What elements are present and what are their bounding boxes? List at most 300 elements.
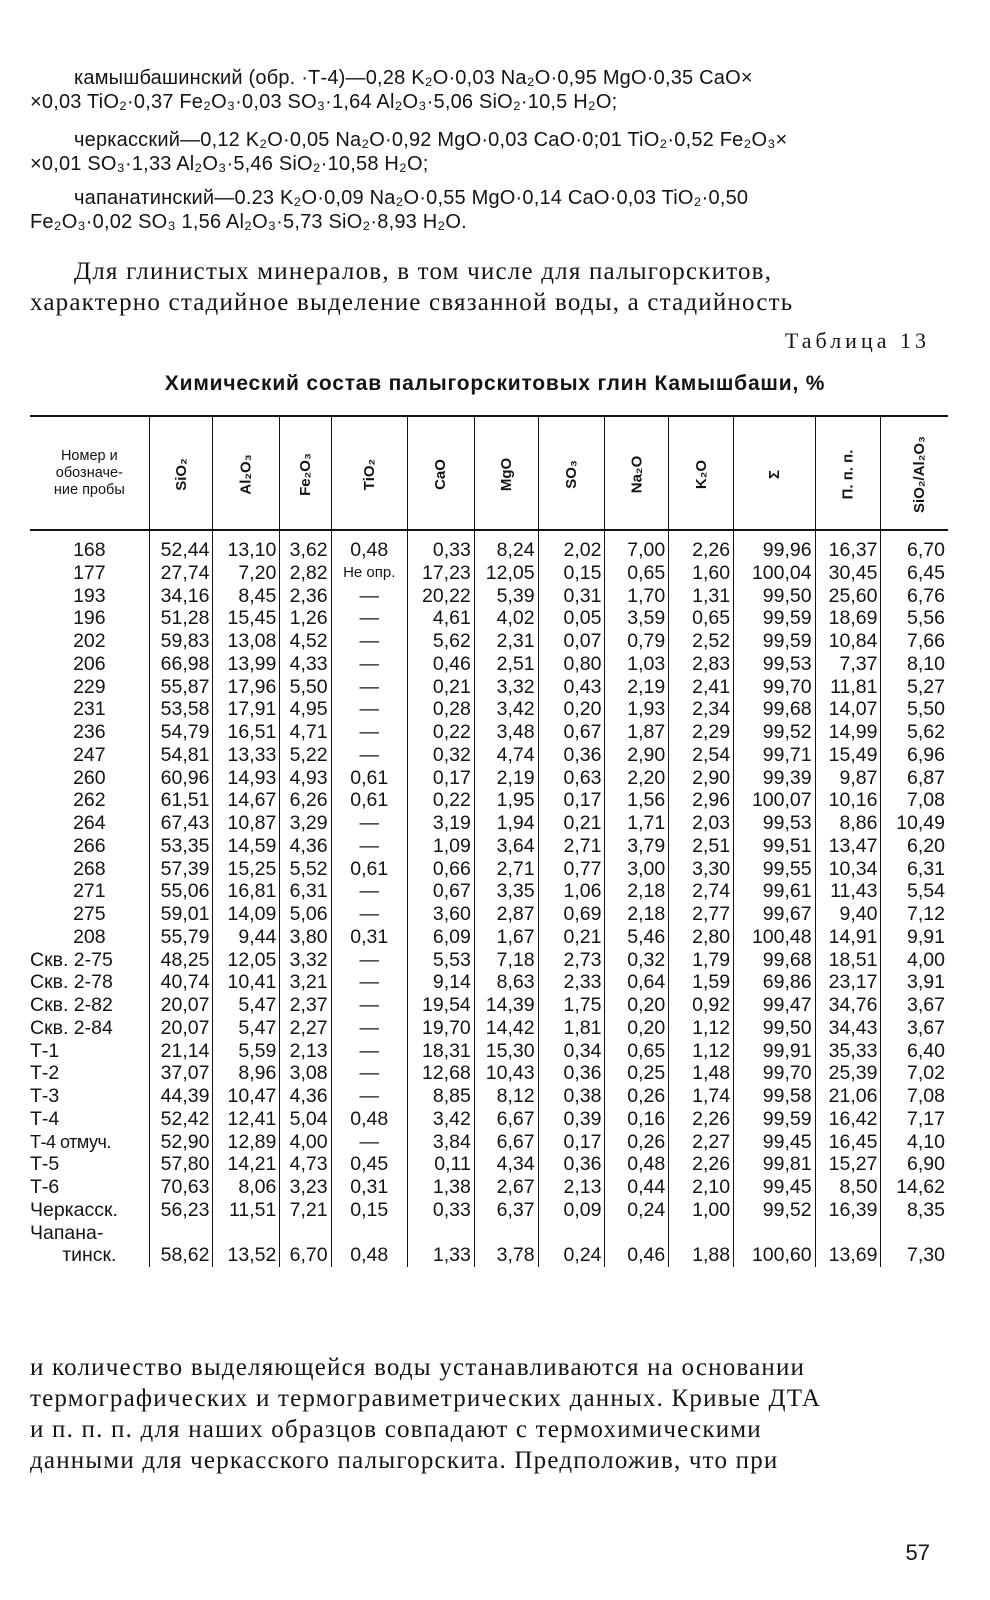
value-cell: 2,54 <box>669 744 734 767</box>
value-cell: 1,71 <box>605 812 669 835</box>
value-cell: 16,51 <box>213 721 280 744</box>
value-cell: 1,03 <box>605 653 669 676</box>
value-cell: 17,91 <box>213 698 280 721</box>
value-cell: 16,39 <box>815 1199 881 1222</box>
value-cell: 6,76 <box>881 585 948 608</box>
value-cell: 5,50 <box>280 676 331 699</box>
value-cell: 2,26 <box>669 1153 734 1176</box>
empty-cell <box>213 1222 280 1245</box>
table-row <box>30 585 948 608</box>
value-cell: 6,37 <box>474 1199 538 1222</box>
value-cell: 2,20 <box>605 767 669 790</box>
table-label: Таблица 13 <box>784 328 930 353</box>
value-cell: 0,17 <box>538 1131 605 1154</box>
value-cell: 4,10 <box>881 1131 948 1154</box>
table-row <box>30 1017 948 1040</box>
sample-id-cell: Т-6 <box>30 1176 60 1198</box>
value-cell: 57,39 <box>149 858 213 881</box>
value-cell: 5,62 <box>881 721 948 744</box>
value-cell: 5,54 <box>881 880 948 903</box>
value-cell: 0,11 <box>407 1153 474 1176</box>
value-cell: 5,62 <box>407 630 474 653</box>
sample-id-cell: Т-5 <box>30 1153 60 1176</box>
value-cell: 16,81 <box>213 880 280 903</box>
value-cell: 99,39 <box>734 767 816 790</box>
header-label: K₂O <box>692 459 710 489</box>
empty-cell <box>331 1222 407 1245</box>
value-cell: 2,27 <box>280 1017 331 1040</box>
value-cell: 2,74 <box>669 880 734 903</box>
value-cell: 12,89 <box>213 1131 280 1154</box>
value-cell: 1,94 <box>474 812 538 835</box>
value-cell: 3,35 <box>474 880 538 903</box>
value-cell: 2,41 <box>669 676 734 699</box>
value-cell: 99,70 <box>734 676 816 699</box>
header-text-line: обозначе- <box>55 464 123 481</box>
value-cell: 13,08 <box>213 630 280 653</box>
sample-id-cell: Т-2 <box>30 1062 60 1085</box>
value-cell: 4,95 <box>280 698 331 721</box>
formula-line: Fe₂O₃·0,02 SO₃ 1,56 Al₂O₃·5,73 SiO₂·8,93 H₂O. <box>30 211 467 233</box>
value-cell: 17,23 <box>407 562 474 585</box>
value-cell: 14,91 <box>815 926 881 949</box>
value-cell: 4,36 <box>280 1085 331 1108</box>
value-cell: 7,17 <box>881 1108 948 1131</box>
value-cell: 14,09 <box>213 903 280 926</box>
value-cell: 18,69 <box>815 607 881 630</box>
header-label: CaO <box>432 458 450 490</box>
sample-id-cell: Скв. 2-78 <box>30 971 113 994</box>
value-cell: 0,36 <box>538 1062 605 1085</box>
header-sio2 <box>149 416 213 530</box>
value-cell: 2,77 <box>669 903 734 926</box>
value-cell: — <box>331 1085 407 1108</box>
value-cell: 3,32 <box>474 676 538 699</box>
value-cell: 0,17 <box>407 767 474 790</box>
empty-cell <box>605 1222 669 1245</box>
value-cell: 1,74 <box>669 1085 734 1108</box>
value-cell: 0,61 <box>331 789 407 812</box>
value-cell: 16,37 <box>815 530 881 562</box>
value-cell: — <box>331 630 407 653</box>
table-row <box>30 607 948 630</box>
table-row <box>30 812 948 835</box>
value-cell: 6,67 <box>474 1108 538 1131</box>
value-cell: 3,48 <box>474 721 538 744</box>
value-cell: 3,60 <box>407 903 474 926</box>
value-cell: — <box>331 835 407 858</box>
value-cell: 5,06 <box>280 903 331 926</box>
value-cell: 2,73 <box>538 949 605 972</box>
formula-line: чапанатинский—0.23 K₂O·0,09 Na₂O·0,55 MgO·0,14 CaO·0,03 TiO₂·0,50 <box>74 187 749 209</box>
value-cell: 0,79 <box>605 630 669 653</box>
value-cell: 6,67 <box>474 1131 538 1154</box>
value-cell: 2,34 <box>669 698 734 721</box>
value-cell: 3,23 <box>280 1176 331 1199</box>
value-cell: 0,44 <box>605 1176 669 1199</box>
value-cell: 8,86 <box>815 812 881 835</box>
value-cell: 37,07 <box>149 1062 213 1085</box>
value-cell: 9,44 <box>213 926 280 949</box>
value-cell: 4,36 <box>280 835 331 858</box>
header-loss-on-ignition <box>815 416 881 530</box>
paragraph-line: данными для черкасского палыгорскита. Предположив, что при <box>30 1447 779 1474</box>
value-cell: 0,24 <box>538 1244 605 1267</box>
value-cell: 99,91 <box>734 1040 816 1063</box>
value-cell: 3,67 <box>881 1017 948 1040</box>
header-label: TiO₂ <box>360 458 378 490</box>
value-cell: 1,88 <box>669 1244 734 1267</box>
value-cell: 3,62 <box>280 530 331 562</box>
value-cell: 5,47 <box>213 994 280 1017</box>
sample-id-cell: Т-3 <box>30 1085 60 1107</box>
sample-id-cell: 229 <box>73 675 106 698</box>
value-cell: 2,26 <box>669 530 734 562</box>
table-body <box>30 530 948 1267</box>
value-cell: 0,20 <box>538 698 605 721</box>
value-cell: 6,87 <box>881 767 948 790</box>
value-cell: 21,06 <box>815 1085 881 1108</box>
table-row <box>30 903 948 926</box>
value-cell: 4,74 <box>474 744 538 767</box>
header-label: Fe₂O₃ <box>296 452 314 496</box>
value-cell: 10,34 <box>815 858 881 881</box>
value-cell: 15,25 <box>213 858 280 881</box>
empty-cell <box>815 1222 881 1245</box>
value-cell: 0,28 <box>407 698 474 721</box>
value-cell: 0,48 <box>331 1244 407 1267</box>
value-cell: 0,07 <box>538 630 605 653</box>
value-cell: 19,54 <box>407 994 474 1017</box>
value-cell: 27,74 <box>149 562 213 585</box>
table-row <box>30 789 948 812</box>
table-row <box>30 1131 948 1154</box>
value-cell: 1,67 <box>474 926 538 949</box>
paragraph-bottom <box>30 1352 950 1476</box>
value-cell: 0,66 <box>407 858 474 881</box>
value-cell: 2,31 <box>474 630 538 653</box>
value-cell: 11,51 <box>213 1199 280 1222</box>
table-row <box>30 1222 948 1245</box>
value-cell: 14,42 <box>474 1017 538 1040</box>
value-cell: 7,18 <box>474 949 538 972</box>
value-cell: 0,46 <box>605 1244 669 1267</box>
value-cell: 4,02 <box>474 607 538 630</box>
value-cell: 3,84 <box>407 1131 474 1154</box>
value-cell: 9,40 <box>815 903 881 926</box>
table-row <box>30 767 948 790</box>
value-cell: 0,46 <box>407 653 474 676</box>
value-cell: 100,07 <box>734 789 816 812</box>
table-row <box>30 1108 948 1131</box>
value-cell: — <box>331 994 407 1017</box>
value-cell: 99,59 <box>734 630 816 653</box>
value-cell: 2,51 <box>669 835 734 858</box>
value-cell: 55,87 <box>149 676 213 699</box>
value-cell: 40,74 <box>149 971 213 994</box>
value-cell: 2,13 <box>538 1176 605 1199</box>
formula-line: камышбашинский (обр. ·Т-4)—0,28 K₂O·0,03 Na₂O·0,95 MgO·0,35 CaO× <box>74 67 753 89</box>
value-cell: 1,00 <box>669 1199 734 1222</box>
value-cell: — <box>331 585 407 608</box>
value-cell: 0,36 <box>538 1153 605 1176</box>
value-cell: 54,79 <box>149 721 213 744</box>
value-cell: 100,60 <box>734 1244 816 1267</box>
value-cell: 6,70 <box>881 530 948 562</box>
value-cell: 4,34 <box>474 1153 538 1176</box>
value-cell: 3,80 <box>280 926 331 949</box>
value-cell: 67,43 <box>149 812 213 835</box>
value-cell: 0,21 <box>538 926 605 949</box>
value-cell: 0,33 <box>407 1199 474 1222</box>
value-cell: 0,61 <box>331 767 407 790</box>
value-cell: 99,68 <box>734 949 816 972</box>
value-cell: 6,31 <box>280 880 331 903</box>
sample-id-cell: Черкасск. <box>30 1198 118 1221</box>
sample-id-cell: 208 <box>73 925 106 948</box>
value-cell: 0,65 <box>605 1040 669 1063</box>
value-cell: 99,67 <box>734 903 816 926</box>
table-row <box>30 530 948 562</box>
value-cell: 2,90 <box>669 767 734 790</box>
value-cell: 35,33 <box>815 1040 881 1063</box>
value-cell: 0,21 <box>538 812 605 835</box>
value-cell: 9,91 <box>881 926 948 949</box>
value-cell: 13,69 <box>815 1244 881 1267</box>
value-cell: 1,12 <box>669 1017 734 1040</box>
value-cell: — <box>331 971 407 994</box>
value-cell: 1,12 <box>669 1040 734 1063</box>
value-cell: 7,00 <box>605 530 669 562</box>
value-cell: — <box>331 812 407 835</box>
header-sum <box>734 416 816 530</box>
sample-id-cell: Скв. 2-75 <box>30 948 113 971</box>
value-cell: 16,42 <box>815 1108 881 1131</box>
value-cell: 99,53 <box>734 812 816 835</box>
header-label: SiO₂/Al₂O₃ <box>911 435 929 513</box>
value-cell: 3,42 <box>407 1108 474 1131</box>
value-cell: 99,55 <box>734 858 816 881</box>
value-cell: 0,65 <box>605 562 669 585</box>
sample-id-cell: 266 <box>73 834 106 857</box>
value-cell: — <box>331 721 407 744</box>
value-cell: 3,30 <box>669 858 734 881</box>
value-cell: 99,50 <box>734 1017 816 1040</box>
value-cell: — <box>331 1131 407 1154</box>
value-cell: 1,75 <box>538 994 605 1017</box>
header-al2o3 <box>213 416 280 530</box>
value-cell: 1,59 <box>669 971 734 994</box>
value-cell: 99,59 <box>734 607 816 630</box>
chemical-composition-table <box>30 415 948 1267</box>
value-cell: 55,06 <box>149 880 213 903</box>
value-cell: 99,59 <box>734 1108 816 1131</box>
value-cell: 2,51 <box>474 653 538 676</box>
sample-id-cell: 262 <box>73 789 106 812</box>
value-cell: 15,45 <box>213 607 280 630</box>
value-cell: 99,71 <box>734 744 816 767</box>
value-cell: 53,35 <box>149 835 213 858</box>
value-cell: 6,26 <box>280 789 331 812</box>
table-row <box>30 1062 948 1085</box>
value-cell: 2,71 <box>474 858 538 881</box>
value-cell: 7,20 <box>213 562 280 585</box>
value-cell: 2,19 <box>605 676 669 699</box>
value-cell: 55,79 <box>149 926 213 949</box>
value-cell: 5,52 <box>280 858 331 881</box>
value-cell: 25,39 <box>815 1062 881 1085</box>
value-cell: 10,16 <box>815 789 881 812</box>
header-sio2-al2o3-ratio <box>881 416 948 530</box>
sample-id-cell: Скв. 2-84 <box>30 1016 113 1039</box>
table-row <box>30 653 948 676</box>
empty-cell <box>881 1222 948 1245</box>
value-cell: 5,56 <box>881 607 948 630</box>
value-cell: 11,81 <box>815 676 881 699</box>
value-cell: 18,31 <box>407 1040 474 1063</box>
value-cell: 48,25 <box>149 949 213 972</box>
value-cell: 30,45 <box>815 562 881 585</box>
value-cell: 3,32 <box>280 949 331 972</box>
table-row <box>30 630 948 653</box>
value-cell: 0,61 <box>331 858 407 881</box>
value-cell: 99,52 <box>734 721 816 744</box>
value-cell: 5,47 <box>213 1017 280 1040</box>
value-cell: 1,93 <box>605 698 669 721</box>
table-row <box>30 949 948 972</box>
sample-id-cell: 268 <box>73 857 106 880</box>
value-cell: 0,34 <box>538 1040 605 1063</box>
header-tio2 <box>331 416 407 530</box>
value-cell: 1,38 <box>407 1176 474 1199</box>
value-cell: 57,80 <box>149 1153 213 1176</box>
value-cell: 13,33 <box>213 744 280 767</box>
value-cell: 12,05 <box>213 949 280 972</box>
value-cell: 0,43 <box>538 676 605 699</box>
value-cell: 20,22 <box>407 585 474 608</box>
value-cell: 99,61 <box>734 880 816 903</box>
sample-id-cell: 196 <box>73 607 106 630</box>
value-cell: 14,62 <box>881 1176 948 1199</box>
value-cell: 0,92 <box>669 994 734 1017</box>
table-row <box>30 1176 948 1199</box>
value-cell: 44,39 <box>149 1085 213 1108</box>
value-cell: 0,80 <box>538 653 605 676</box>
value-cell: 6,40 <box>881 1040 948 1063</box>
value-cell: 4,61 <box>407 607 474 630</box>
value-cell: 99,81 <box>734 1153 816 1176</box>
value-cell: 13,52 <box>213 1244 280 1267</box>
value-cell: 2,19 <box>474 767 538 790</box>
value-cell: 20,07 <box>149 994 213 1017</box>
value-cell: 25,60 <box>815 585 881 608</box>
paragraph-line: и п. п. п. для наших образцов совпадают с термохимическими <box>30 1416 762 1443</box>
empty-cell <box>734 1222 816 1245</box>
sample-id-cell: 264 <box>73 812 106 834</box>
value-cell: — <box>331 653 407 676</box>
value-cell: 17,96 <box>213 676 280 699</box>
table-row <box>30 858 948 881</box>
value-cell: 6,96 <box>881 744 948 767</box>
value-cell: 14,21 <box>213 1153 280 1176</box>
value-cell: — <box>331 607 407 630</box>
value-cell: 0,63 <box>538 767 605 790</box>
value-cell: — <box>331 676 407 699</box>
header-label: Na₂O <box>628 455 646 493</box>
value-cell: 15,30 <box>474 1040 538 1063</box>
value-cell: 2,96 <box>669 789 734 812</box>
value-cell: 3,91 <box>881 971 948 994</box>
value-cell: 7,30 <box>881 1244 948 1267</box>
value-cell: 1,48 <box>669 1062 734 1085</box>
value-cell: 8,06 <box>213 1176 280 1199</box>
value-cell: 99,96 <box>734 530 816 562</box>
formula-line: ×0,01 SO₃·1,33 Al₂O₃·5,46 SiO₂·10,58 H₂O; <box>30 153 429 175</box>
value-cell: 2,90 <box>605 744 669 767</box>
value-cell: 2,83 <box>669 653 734 676</box>
sample-id-cell: Т-4 <box>30 1107 60 1130</box>
header-text-line: ние пробы <box>53 481 125 498</box>
value-cell: 2,37 <box>280 994 331 1017</box>
value-cell: 8,50 <box>815 1176 881 1199</box>
table-header-row <box>30 416 948 530</box>
value-cell: 99,45 <box>734 1176 816 1199</box>
sample-id-cell: 231 <box>73 698 106 721</box>
sample-id-cell: 193 <box>73 584 106 607</box>
value-cell: 21,14 <box>149 1040 213 1063</box>
table-row <box>30 698 948 721</box>
value-cell: — <box>331 880 407 903</box>
value-cell: 52,44 <box>149 530 213 562</box>
value-cell: 1,95 <box>474 789 538 812</box>
header-fe2o3 <box>280 416 331 530</box>
value-cell: 2,67 <box>474 1176 538 1199</box>
table-row <box>30 1199 948 1222</box>
table-row <box>30 1153 948 1176</box>
value-cell: 0,31 <box>331 926 407 949</box>
value-cell: 10,84 <box>815 630 881 653</box>
value-cell: 15,27 <box>815 1153 881 1176</box>
value-cell: 8,10 <box>881 653 948 676</box>
value-cell: 7,21 <box>280 1199 331 1222</box>
value-cell: 1,81 <box>538 1017 605 1040</box>
value-cell: 2,87 <box>474 903 538 926</box>
header-sample-number <box>30 416 149 530</box>
value-cell: 100,48 <box>734 926 816 949</box>
header-cao <box>407 416 474 530</box>
value-cell: 6,20 <box>881 835 948 858</box>
sample-id-cell: Чапана- <box>30 1221 104 1244</box>
value-cell: — <box>331 1017 407 1040</box>
value-cell: 69,86 <box>734 971 816 994</box>
paragraph-line: термографических и термогравиметрических данных. Кривые ДТА <box>30 1385 822 1412</box>
value-cell: 54,81 <box>149 744 213 767</box>
value-cell: 8,35 <box>881 1199 948 1222</box>
value-cell: 19,70 <box>407 1017 474 1040</box>
value-cell: 2,13 <box>280 1040 331 1063</box>
value-cell: 7,66 <box>881 630 948 653</box>
value-cell: 0,64 <box>605 971 669 994</box>
value-cell: 3,42 <box>474 698 538 721</box>
value-cell: 58,62 <box>149 1244 213 1267</box>
value-cell: 5,22 <box>280 744 331 767</box>
value-cell: 3,29 <box>280 812 331 835</box>
value-cell: 1,31 <box>669 585 734 608</box>
header-na2o <box>605 416 669 530</box>
value-cell: 0,32 <box>605 949 669 972</box>
table-row <box>30 880 948 903</box>
sample-id-cell: Т-1 <box>30 1039 60 1062</box>
